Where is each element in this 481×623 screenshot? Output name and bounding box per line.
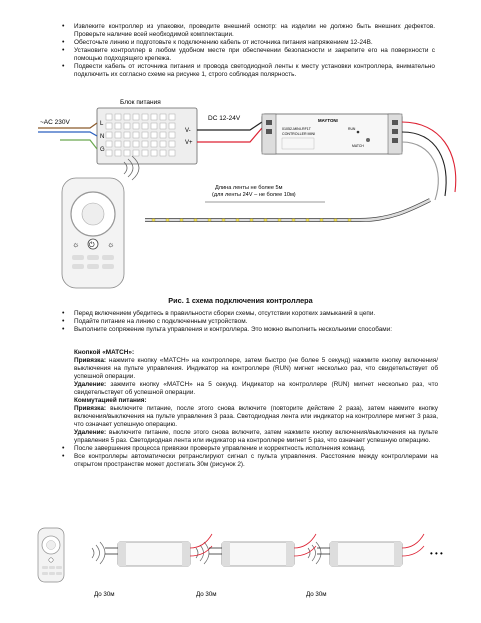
distance-label: До 30м	[306, 591, 327, 598]
terminal-n-label: N	[100, 134, 105, 140]
controller-brand: MAYTONI	[318, 118, 338, 123]
controller-match-button	[366, 138, 370, 142]
controller-run-led	[357, 131, 360, 134]
power-delete-paragraph: Удаление: выключите питание, после этого снова включите, затем нажмите кнопку включения/выключения на пульте управления 5 раз. Светодиодная лента или индикатор на контроллере мигнет 5 раз, что означает успешную операцию.	[74, 429, 438, 444]
setup-bullet-list	[60, 310, 438, 334]
psu-label: Блок питания	[120, 99, 161, 106]
dc-output-label: DC 12-24V	[208, 115, 241, 122]
led-strip	[145, 200, 430, 222]
section-heading-power: Коммутацией питания:	[74, 397, 147, 404]
controller-device	[317, 534, 424, 566]
distance-labels	[94, 591, 327, 598]
tail-bullet-list	[60, 445, 438, 469]
ac-input-label: ~AC 230V	[40, 119, 70, 126]
bullet-item: • Извлеките контроллер из упаковки, проведите внешний осмотр: на изделии не должно быть внешних дефектов. Проверьте наличие всей необходимой комплектации.	[60, 23, 435, 39]
remote-control-small	[38, 528, 64, 582]
section-heading-match: Кнопкой «MATCH»:	[74, 349, 135, 356]
cable-note-line1: Длина ленты не более 5м	[215, 185, 283, 191]
power-symbol: ⏻	[89, 242, 95, 249]
controller-model: CONTROLLER MINI	[282, 132, 316, 136]
bullet-item: • Все контроллеры автоматически ретранслируют сигнал с пульта управления. Расстояние между контроллерами на открытом пространстве может достигать 30м (рисунок 2).	[60, 453, 438, 469]
cable-note-line2: (для ленты 24V – не более 10м)	[212, 192, 296, 198]
controller-chain	[105, 534, 424, 566]
controller-device	[262, 114, 402, 154]
bullet-item: • Подайте питание на линию с подключенным устройством.	[60, 318, 438, 326]
brightness-up-symbol: ☼	[107, 240, 115, 249]
bullet-item: • Обесточьте линию и подготовьте к подключению кабель от источника питания напряжением 12-24В.	[60, 39, 435, 47]
intro-bullet-list	[60, 23, 435, 79]
bullet-item: • Подвести кабель от источника питания и провода светодиодной ленты к месту установки контроллера, внимательно подключить их согласно схеме на рисунке 1, строго соблюдая полярность.	[60, 63, 435, 79]
terminal-l-label: L	[100, 121, 104, 127]
match-delete-paragraph: Удаление: зажмите кнопку «MATCH» на 5 секунд. Индикатор на контроллере (RUN) мигнет несколько раз, что свидетельствует об успешной операции.	[74, 381, 438, 396]
controller-device	[105, 534, 212, 566]
terminal-g-label: G	[100, 147, 105, 153]
controller-device	[209, 534, 316, 566]
relay-diagram	[0, 520, 481, 620]
remote-control	[62, 178, 124, 288]
figure-caption: Рис. 1 схема подключения контроллера	[168, 296, 313, 305]
ellipsis: • • •	[430, 549, 443, 558]
controller-terminals-out	[392, 120, 398, 143]
controller-run-label: RUN	[348, 127, 356, 131]
led-output-wires	[402, 122, 456, 200]
distance-label: До 30м	[94, 591, 115, 598]
bullet-item: • После завершения процесса привязки проверьте управление и корректность исполнения команд.	[60, 445, 438, 453]
distance-label: До 30м	[196, 591, 217, 598]
controller-match-label: MATCH	[352, 144, 364, 148]
dc-output-wires	[197, 122, 262, 142]
power-bind-paragraph: Привязка: выключите питание, после этого снова включите (повторите действие 2 раза), затем нажмите кнопку включения/выключения на пульте управления 3 раза. Светодиодная лента или индикатор на контроллере мигнет 3 раза, что означает успешную операцию.	[74, 405, 438, 428]
bullet-item: • Выполните сопряжение пульта управления и контроллера. Это можно выполнить несколькими способами:	[60, 326, 438, 334]
terminal-vplus-label: V+	[185, 140, 193, 146]
ac-input-wires	[38, 123, 97, 149]
bullet-item: • Установите контроллер в любом удобном месте при обеспечении безопасности и закрепите его на поверхности с помощью подходящего крепежа.	[60, 47, 435, 63]
bullet-item: • Перед включением убедитесь в правильности сборки схемы, отсутствии коротких замыканий в цепи.	[60, 310, 438, 318]
brightness-down-symbol: ☼	[72, 240, 80, 249]
pairing-instructions	[60, 349, 438, 469]
match-bind-paragraph: Привязка: нажмите кнопку «MATCH» на контроллере, затем быстро (не более 5 секунд) нажмите кнопку включения/выключения на пульте управления. Индикатор на контроллере (RUN) мигнет несколько раз, что свидетельствует об успешной операции.	[74, 357, 438, 380]
terminal-vminus-label: V-	[185, 128, 191, 134]
wiring-diagram	[0, 92, 481, 292]
controller-code: 01052-MINI-RF1T	[282, 127, 311, 131]
